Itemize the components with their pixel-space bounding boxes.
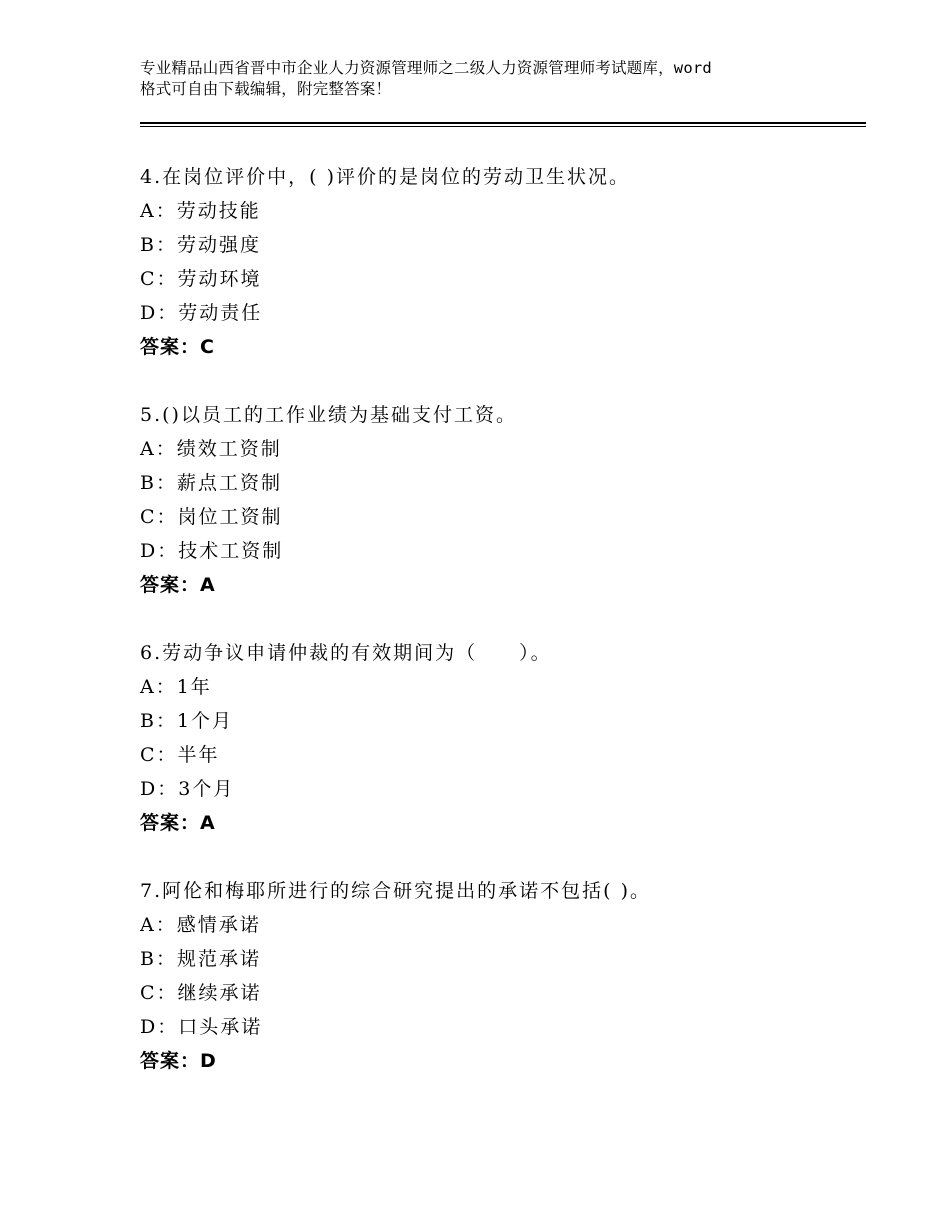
option-a: A：劳动技能 — [140, 200, 261, 222]
answer-line: 答案：C — [140, 336, 215, 358]
document-header — [140, 58, 840, 100]
question-7 — [140, 874, 860, 1078]
option-b: B：规范承诺 — [140, 948, 261, 970]
answer-line: 答案：A — [140, 812, 216, 834]
question-text: 5.()以员工的工作业绩为基础支付工资。 — [140, 404, 517, 426]
option-c: C：岗位工资制 — [140, 506, 283, 528]
answer-line: 答案：A — [140, 574, 216, 596]
header-divider-thick — [140, 122, 866, 124]
question-4 — [140, 160, 860, 364]
option-c: C：劳动环境 — [140, 268, 262, 290]
header-line-2: 格式可自由下载编辑，附完整答案！ — [140, 80, 392, 98]
option-a: A：感情承诺 — [140, 914, 261, 936]
option-a: A：绩效工资制 — [140, 438, 282, 460]
option-b: B：劳动强度 — [140, 234, 261, 256]
option-c: C：继续承诺 — [140, 982, 262, 1004]
option-d: D：口头承诺 — [140, 1016, 263, 1038]
option-d: D：3个月 — [140, 778, 235, 800]
option-c: C：半年 — [140, 744, 220, 766]
question-text: 4.在岗位评价中，( )评价的是岗位的劳动卫生状况。 — [140, 166, 630, 188]
header-line-1: 专业精品山西省晋中市企业人力资源管理师之二级人力资源管理师考试题库，word — [140, 59, 712, 77]
question-list — [140, 160, 860, 1112]
option-d: D：技术工资制 — [140, 540, 284, 562]
option-a: A：1年 — [140, 676, 212, 698]
option-b: B：1个月 — [140, 710, 234, 732]
question-text: 7.阿伦和梅耶所进行的综合研究提出的承诺不包括( )。 — [140, 880, 651, 902]
header-divider-thin — [140, 126, 866, 127]
question-6 — [140, 636, 860, 840]
question-5 — [140, 398, 860, 602]
option-d: D：劳动责任 — [140, 302, 263, 324]
answer-line: 答案：D — [140, 1050, 217, 1072]
question-text: 6.劳动争议申请仲裁的有效期间为（ ）。 — [140, 642, 552, 664]
option-b: B：薪点工资制 — [140, 472, 282, 494]
